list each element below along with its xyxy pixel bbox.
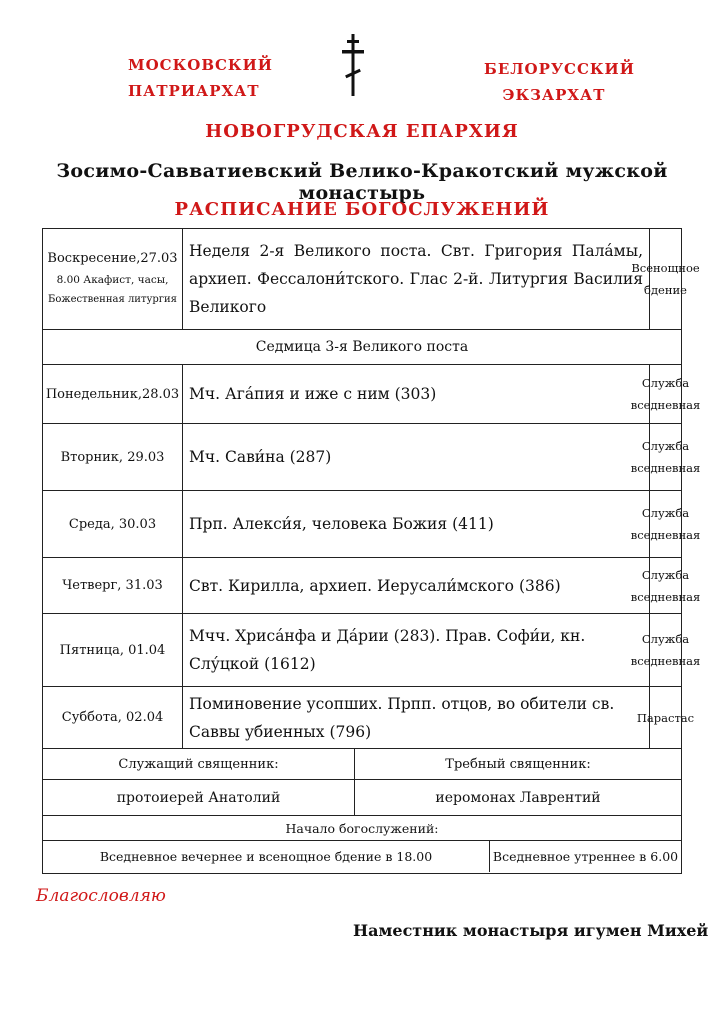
table-row-sunday — [43, 229, 700, 330]
sunday-service-text: Всенощное бдение — [631, 261, 700, 297]
table-row — [43, 614, 701, 687]
schedule-title: РАСПИСАНИЕ БОГОСЛУЖЕНИЙ — [174, 199, 550, 220]
clergy-label-row — [43, 749, 681, 780]
description-text: Поминовение усопших. Прпп. отцов, во обители св. Саввы убиенных (796) — [189, 694, 615, 741]
week-title: Седмица 3-я Великого поста — [255, 339, 469, 355]
day-cell: Пятница, 01.04 — [43, 614, 183, 686]
sunday-service — [631, 229, 700, 329]
day-cell: Суббота, 02.04 — [43, 687, 183, 748]
monastery-title: Зосимо-Савватиевский Велико-Кракотский мужской монастырь — [56, 160, 668, 204]
start-label: Начало богослужений: — [285, 820, 439, 836]
requiem-priest-name: иеромонах Лаврентий — [435, 789, 601, 806]
table-row — [43, 491, 701, 558]
sunday-description-text: Неделя 2-я Великого поста. Свт. Григория Палáмы, архиеп. Фессалони́тского. Глас 2-й. Литургия Василия Великого — [189, 242, 643, 316]
service-cell: Служба вседневная — [630, 439, 701, 475]
patriarchate-line1: МОСКОВСКИЙ — [128, 56, 273, 74]
day-cell: Вторник, 29.03 — [43, 424, 183, 490]
serving-priest-label: Служащий священник: — [43, 749, 355, 779]
day-cell: Среда, 30.03 — [43, 491, 183, 557]
serving-priest-name: протоиерей Анатолий — [43, 780, 355, 815]
start-label-row — [43, 816, 681, 841]
table-row — [43, 424, 701, 491]
service-cell: Служба вседневная — [630, 567, 701, 604]
description-cell: Мч. Ага́пия и иже с ним (303) — [183, 365, 650, 423]
exarchate-line2: ЭКЗАРХАТ — [502, 86, 606, 104]
morning-service-time: Вседневное утреннее в 6.00 — [492, 849, 679, 864]
evening-service-time: Вседневное вечернее и всенощное бдение в 18.00 — [43, 841, 490, 872]
patriarchate-heading — [128, 52, 273, 104]
clergy-name-row — [43, 780, 681, 816]
schedule-table — [42, 228, 701, 874]
week-title-row — [43, 330, 681, 365]
orthodox-cross-icon — [341, 34, 365, 96]
table-row — [43, 365, 701, 424]
sunday-day-cell — [43, 229, 183, 329]
table-row — [43, 558, 701, 614]
sunday-liturgy: Божественная литургия — [48, 294, 177, 305]
service-cell: Парастас — [636, 710, 695, 725]
day-cell: Четверг, 31.03 — [43, 558, 183, 613]
service-cell: Служба вседневная — [630, 632, 701, 668]
description-cell — [183, 687, 650, 748]
description-text: Мчч. Хриса́нфа и Да́рии (283). Прав. Софи́и, кн. Слу́цкой (1612) — [189, 627, 586, 673]
start-times-row — [43, 841, 681, 872]
description-cell: Мч. Сави́на (287) — [183, 424, 650, 490]
description-cell — [183, 614, 650, 686]
blessing-text: Благословляю — [36, 886, 166, 906]
exarchate-heading — [484, 56, 635, 108]
description-cell: Свт. Кирилла, архиеп. Иерусали́мского (386) — [183, 558, 650, 613]
sunday-description — [183, 229, 650, 329]
table-row — [43, 687, 695, 749]
sunday-day: Воскресение,27.03 — [47, 251, 178, 266]
eparchy-title: НОВОГРУДСКАЯ ЕПАРХИЯ — [205, 121, 519, 142]
description-cell: Прп. Алекси́я, человека Божия (411) — [183, 491, 650, 557]
signature-line: Наместник монастыря игумен Михей — [353, 921, 709, 940]
service-cell: Служба вседневная — [630, 506, 701, 542]
sunday-time: 8.00 Акафист, часы, — [56, 274, 169, 286]
service-cell: Служба вседневная — [630, 376, 701, 412]
requiem-priest-label: Требный священник: — [445, 756, 591, 772]
exarchate-line1: БЕЛОРУССКИЙ — [484, 60, 635, 78]
patriarchate-line2: ПАТРИАРХАТ — [128, 82, 260, 100]
day-cell: Понедельник,28.03 — [43, 365, 183, 423]
